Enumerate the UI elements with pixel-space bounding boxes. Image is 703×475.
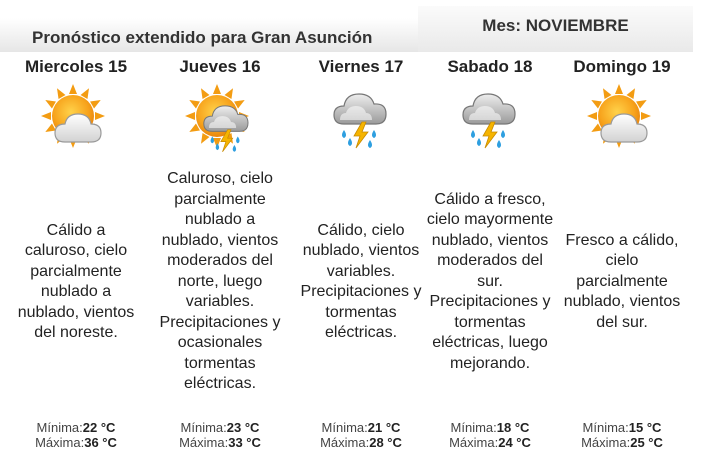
max-temp: Máxima:33 °C [179,435,261,450]
sun-cloud-icon [587,80,657,156]
month-bar [418,6,693,52]
max-temp: Máxima:36 °C [35,435,117,450]
description-text: Cálido a fresco, cielo mayormente nublado, vientos moderados del sur. Precipitaciones y tormentas eléctricas, luego mejorando. [426,190,554,372]
month-label: Mes: NOVIEMBRE [482,16,629,35]
temperature-range [552,420,692,450]
forecast-title: Pronóstico extendido para Gran Asunción [32,28,373,47]
min-value: 15 °C [628,420,662,435]
day-column [291,52,431,470]
min-temp: Mínima:15 °C [582,420,662,435]
description-text: Caluroso, cielo parcialmente nublado a nublado, vientos moderados del norte, luego variables. Precipitaciones y ocasionales tormentas eléctricas. [159,170,281,393]
min-value: 22 °C [82,420,116,435]
temperature-range [420,420,560,450]
min-temp: Mínima:22 °C [36,420,116,435]
forecast-description [291,147,431,417]
day-column [6,52,146,470]
forecast-description [150,147,290,417]
max-value: 24 °C [498,435,531,450]
min-temp: Mínima:23 °C [180,420,260,435]
min-temp: Mínima:18 °C [450,420,530,435]
sun-cloud-icon [41,80,111,156]
min-value: 21 °C [367,420,401,435]
min-value: 18 °C [496,420,530,435]
max-value: 33 °C [228,435,261,450]
max-value: 28 °C [369,435,402,450]
max-temp: Máxima:28 °C [320,435,402,450]
description-text: Cálido a caluroso, cielo parcialmente nublado a nublado, vientos del noreste. [17,221,135,341]
forecast-description [420,147,560,417]
day-name: Domingo 19 [573,57,671,76]
max-temp: Máxima:24 °C [449,435,531,450]
temperature-range [150,420,290,450]
forecast-title-bar [0,18,418,52]
temperature-range [6,420,146,450]
forecast-description [552,147,692,417]
description-text: Fresco a cálido, cielo parcialmente nublado, vientos del sur. [563,231,681,331]
temperature-range [291,420,431,450]
day-name: Miercoles 15 [24,57,128,76]
storm-cloud-icon [455,80,525,156]
description-text: Cálido, cielo nublado, vientos variables. Precipitaciones y tormentas eléctricas. [300,221,422,341]
storm-cloud-icon [326,80,396,156]
day-column [552,52,692,470]
day-column [420,52,560,470]
min-temp: Mínima:21 °C [321,420,401,435]
min-value: 23 °C [226,420,260,435]
forecast-description [6,147,146,417]
max-value: 25 °C [630,435,663,450]
sun-cloud-storm-icon [185,80,255,156]
day-name: Viernes 17 [318,57,404,76]
max-value: 36 °C [84,435,117,450]
day-name: Sabado 18 [447,57,533,76]
day-column [150,52,290,470]
day-name: Jueves 16 [179,57,261,76]
max-temp: Máxima:25 °C [581,435,663,450]
